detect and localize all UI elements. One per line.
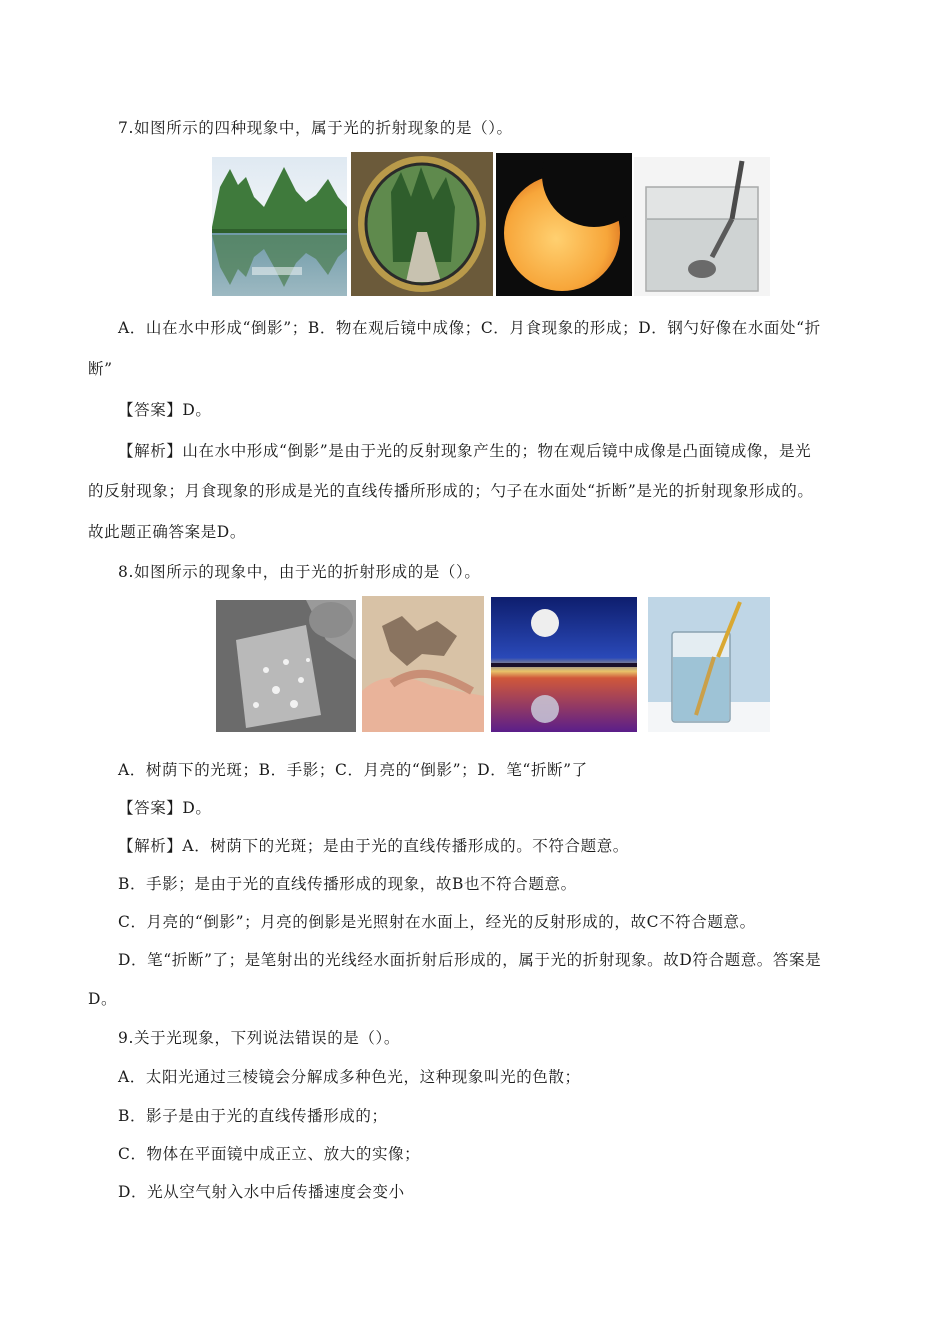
q8-image-moon-reflection (491, 597, 637, 732)
q7-analysis-line-3: 故此题正确答案是D。 (88, 523, 246, 541)
q7-answer: 【答案】D。 (118, 401, 212, 419)
q7-analysis-line-2: 的反射现象；月食现象的形成是光的直线传播所形成的；勺子在水面处“折断”是光的折射现象形成的。 (88, 482, 814, 500)
q7-options-line-1: A．山在水中形成“倒影”；B．物在观后镜中成像；C．月食现象的形成；D．钢勺好像在水面处“折 (118, 319, 821, 337)
q9-stem: 9.关于光现象，下列说法错误的是（）。 (118, 1029, 400, 1047)
q8-analysis-c: C．月亮的“倒影”；月亮的倒影是光照射在水面上，经光的反射形成的，故C不符合题意。 (118, 913, 756, 931)
q7-analysis-line-1: 【解析】山在水中形成“倒影”是由于光的反射现象产生的；物在观后镜中成像是凸面镜成像，是光 (118, 442, 812, 460)
q8-analysis-d-line-2: D。 (88, 990, 118, 1008)
q9-option-c: C．物体在平面镜中成正立、放大的实像； (118, 1145, 421, 1163)
q7-image-convex-mirror (351, 152, 493, 296)
q8-image-light-spots (216, 600, 356, 732)
q7-image-spoon-in-water (634, 157, 770, 296)
q8-analysis-b: B．手影；是由于光的直线传播形成的现象，故B也不符合题意。 (118, 875, 577, 893)
q8-stem: 8.如图所示的现象中，由于光的折射形成的是（）。 (118, 563, 481, 581)
q7-image-mountain-reflection (212, 157, 347, 296)
q7-options-line-2: 断” (88, 360, 113, 378)
q8-options: A．树荫下的光斑；B．手影；C．月亮的“倒影”；D．笔“折断”了 (118, 761, 588, 779)
q8-answer: 【答案】D。 (118, 799, 212, 817)
q8-analysis-a: 【解析】A．树荫下的光斑；是由于光的直线传播形成的。不符合题意。 (118, 837, 629, 855)
q9-option-a: A．太阳光通过三棱镜会分解成多种色光，这种现象叫光的色散； (118, 1068, 581, 1086)
q8-image-hand-shadow (362, 596, 484, 732)
q7-image-eclipse (496, 153, 632, 296)
q9-option-b: B．影子是由于光的直线传播形成的； (118, 1107, 388, 1125)
q8-analysis-d-line-1: D．笔“折断”了；是笔射出的光线经水面折射后形成的，属于光的折射现象。故D符合题意。答案是 (118, 951, 822, 969)
q7-stem: 7.如图所示的四种现象中，属于光的折射现象的是（）。 (118, 119, 513, 137)
q9-option-d: D．光从空气射入水中后传播速度会变小 (118, 1183, 405, 1201)
q8-image-pencil-in-water (648, 597, 770, 732)
